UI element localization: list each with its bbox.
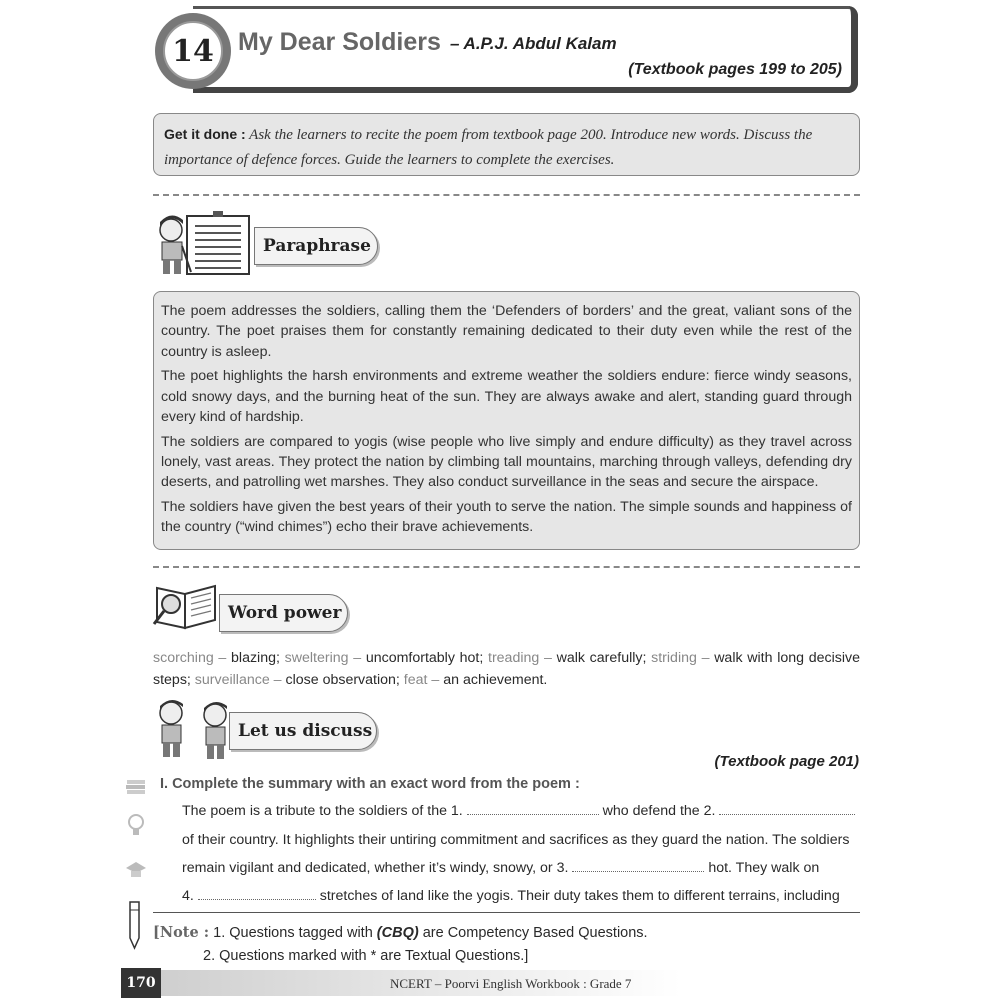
note-text: 1. Questions tagged with: [213, 925, 373, 941]
two-kids-icon: [153, 697, 237, 765]
vocab-word: feat –: [399, 672, 440, 688]
book-stack-icon: [125, 776, 147, 796]
chapter-title: My Dear Soldiers: [238, 28, 441, 56]
word-power-list: [153, 647, 860, 691]
paraphrase-paragraph: The soldiers have given the best years of their youth to serve the nation. The simple sounds and happiness of the country (“wind chimes”) echo their brave achievements.: [161, 499, 852, 536]
note-divider: [153, 912, 860, 913]
pen-icon: [125, 898, 147, 950]
page-number: 170: [121, 968, 161, 998]
let-us-discuss-heading: Let us discuss: [229, 712, 377, 750]
question-heading: I. Complete the summary with an exact word from the poem :: [160, 776, 580, 792]
chapter-author: – A.P.J. Abdul Kalam: [450, 34, 617, 53]
paraphrase-box: [153, 291, 860, 550]
blank-3[interactable]: [572, 860, 704, 872]
graduation-cap-icon: [125, 860, 147, 880]
paraphrase-heading: Paraphrase: [254, 227, 378, 265]
paraphrase-paragraph: The poem addresses the soldiers, calling them the ‘Defenders of borders’ and the great, valiant sons of the country. The poet praises them for constantly remaining dedicated to their duty even while the rest of the country is asleep.: [161, 303, 852, 360]
vocab-meaning: walk with long decisive steps;: [153, 650, 860, 688]
vocab-meaning: walk carefully;: [551, 650, 647, 666]
boy-with-board-icon: [155, 210, 255, 278]
summary-line: [182, 832, 860, 848]
vocab-word: treading –: [483, 650, 552, 666]
blank-4[interactable]: [198, 888, 316, 900]
note-line-1: [153, 921, 648, 945]
textbook-pages: (Textbook pages 199 to 205): [628, 61, 842, 78]
paraphrase-paragraph: The poet highlights the harsh environments and extreme weather the soldiers endure: fierce windy seasons, cold snowy days, and the burning heat of the sun. They are always awake and alert, standing guard through every kind of hardship.: [161, 368, 852, 425]
blank-2[interactable]: [719, 803, 855, 815]
summary-line: [182, 860, 860, 876]
vocab-meaning: uncomfortably hot;: [361, 650, 484, 666]
note-line-2: 2. Questions marked with * are Textual Questions.]: [203, 948, 529, 964]
summary-text: 4.: [182, 888, 194, 904]
section-divider: [153, 566, 860, 568]
book-magnifier-icon: [151, 580, 223, 632]
section-divider: [153, 194, 860, 196]
summary-line: [182, 803, 860, 819]
summary-text: stretches of land like the yogis. Their duty takes them to different terrains, including: [319, 888, 840, 904]
note-text: are Competency Based Questions.: [422, 925, 648, 941]
footer-text: NCERT – Poorvi English Workbook : Grade 7: [390, 976, 632, 991]
get-it-done-box: [153, 113, 860, 176]
bulb-icon: [125, 812, 147, 838]
get-it-done-label: Get it done :: [164, 126, 246, 142]
summary-text: The poem is a tribute to the soldiers of the 1.: [182, 803, 463, 819]
vocab-word: striding –: [646, 650, 710, 666]
chapter-number: 14: [163, 21, 223, 81]
vocab-word: sweltering –: [279, 650, 362, 666]
get-it-done-text: Ask the learners to recite the poem from textbook page 200. Introduce new words. Discuss the importance of defence forces. Guide the learners to complete the exercises.: [164, 127, 813, 168]
summary-text: hot. They walk on: [708, 860, 820, 876]
textbook-page-ref: (Textbook page 201): [714, 753, 859, 770]
blank-1[interactable]: [467, 803, 599, 815]
vocab-word: scorching –: [153, 650, 227, 666]
summary-text: who defend the 2.: [602, 803, 716, 819]
word-power-heading: Word power: [219, 594, 348, 632]
summary-text: of their country. It highlights their untiring commitment and sacrifices as they guard the nation. The soldiers: [182, 832, 850, 848]
note-block: [153, 921, 648, 968]
summary-text: remain vigilant and dedicated, whether it’s windy, snowy, or 3.: [182, 860, 569, 876]
vocab-meaning: an achievement.: [439, 672, 548, 688]
paraphrase-paragraph: The soldiers are compared to yogis (wise people who live simply and endure difficulty) as they travel across lonely, vast areas. They protect the nation by climbing tall mountains, marching through valleys, defending dry deserts, and patrolling wet marshes. They also conduct surveillance in the seas and secure the airspace.: [161, 433, 852, 491]
cbq-tag: (CBQ): [376, 925, 419, 941]
vocab-word: surveillance –: [190, 672, 282, 688]
note-label: [Note :: [153, 924, 210, 941]
summary-line: [182, 888, 860, 904]
vocab-meaning: blazing;: [226, 650, 280, 666]
vocab-meaning: close observation;: [281, 672, 400, 688]
